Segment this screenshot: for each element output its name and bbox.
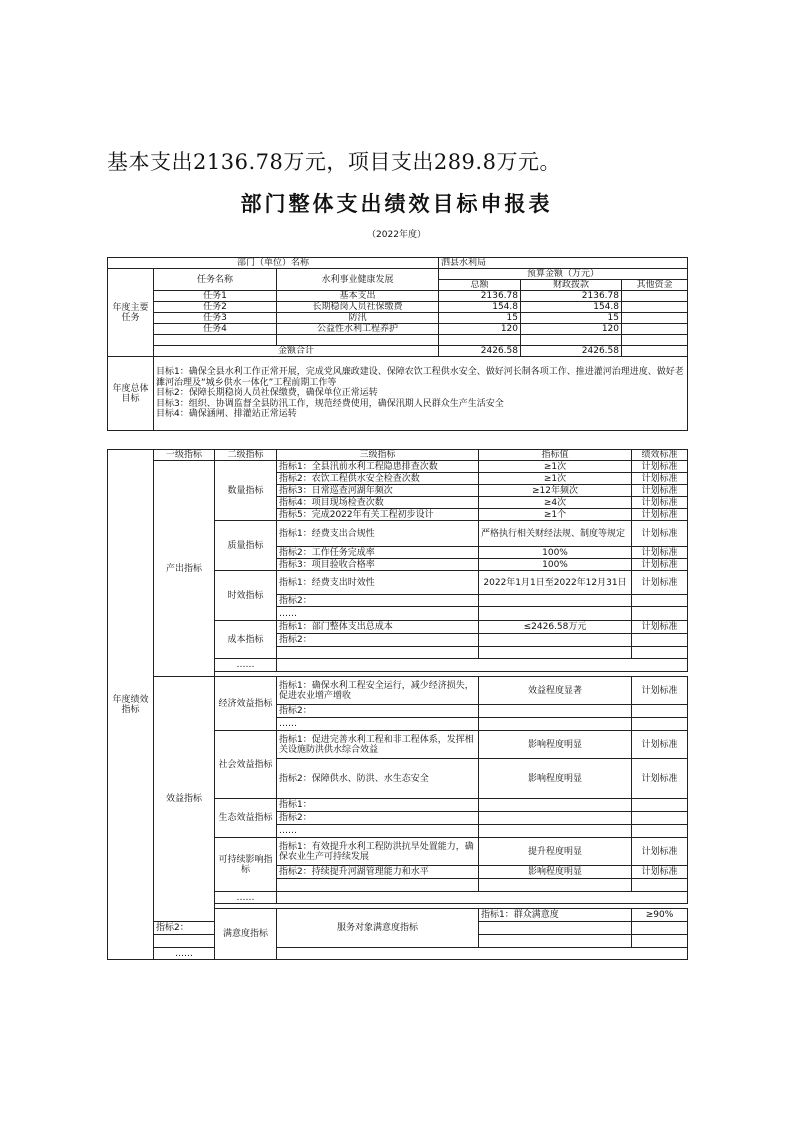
indicator-value xyxy=(479,705,632,718)
ecological-label: 生态效益指标 xyxy=(215,799,277,838)
task-row xyxy=(108,302,688,313)
indicator-value: 2022年1月1日至2022年12月31日 xyxy=(479,571,632,595)
sustainable-label: 可持续影响指标 xyxy=(215,838,277,892)
year-label: （2022年度） xyxy=(367,230,426,240)
indicator-value xyxy=(479,812,632,825)
indicator-name: 指标1：群众满意度 xyxy=(479,909,632,922)
quality-label: 质量指标 xyxy=(215,521,277,571)
indicator-standard xyxy=(632,825,688,838)
perf-table xyxy=(107,449,688,960)
service-more: …… xyxy=(154,948,215,960)
task-fiscal: 15 xyxy=(521,313,622,324)
indicator-value: ≥4次 xyxy=(479,497,632,509)
indicator-name: 指标1：经费支出合规性 xyxy=(277,521,479,547)
task-fiscal: 2136.78 xyxy=(521,291,622,302)
goal-line: 目标4：确保涵闸、排灌站正常运转 xyxy=(156,409,297,420)
sum-other xyxy=(622,346,688,357)
indicator-name: 指标1：部门整体支出总成本 xyxy=(277,621,479,634)
col-task-name: 任务名称 xyxy=(154,269,277,291)
col-task-content: 水利事业健康发展 xyxy=(277,269,439,291)
indicator-standard: 计划标准 xyxy=(632,547,688,559)
indicator-value xyxy=(479,825,632,838)
task-other xyxy=(622,324,688,335)
indicator-value: 效益程度显著 xyxy=(479,677,632,705)
indicator-standard: 计划标准 xyxy=(632,571,688,595)
indicator-value xyxy=(479,935,632,948)
indicator-standard xyxy=(632,718,688,731)
indicator-name: 指标1： xyxy=(277,799,479,812)
economic-label: 经济效益指标 xyxy=(215,677,277,731)
indicator-standard xyxy=(632,812,688,825)
dept-value: 泗县水利局 xyxy=(439,258,688,269)
indicator-standard xyxy=(632,935,688,948)
goals-row xyxy=(108,357,688,431)
indicator-value: 影响程度明显 xyxy=(479,866,632,879)
col-standard: 绩效标准 xyxy=(632,450,688,461)
indicator-value: ≥12年频次 xyxy=(479,485,632,497)
indicator-standard: 计划标准 xyxy=(632,509,688,521)
task-row xyxy=(108,324,688,335)
indicator-standard xyxy=(632,647,688,659)
indicator-name: 指标3：项目验收合格率 xyxy=(277,559,479,571)
quantity-label: 数量指标 xyxy=(215,461,277,521)
col-level1: 一级指标 xyxy=(154,450,215,461)
indicator-name: …… xyxy=(277,718,479,731)
indicator-name: 指标1：确保水利工程安全运行，减少经济损失，促进农业增产增收 xyxy=(277,677,479,705)
indicator-value: 100% xyxy=(479,547,632,559)
indicator-name: 指标5：完成2022年有关工程初步设计 xyxy=(277,509,479,521)
indicator-row xyxy=(108,461,688,473)
task-name: 任务1 xyxy=(154,291,277,302)
goal-line: 目标3：组织、协调监督全县防汛工作，规范经费使用，确保汛期人民群众生产生活安全 xyxy=(156,398,504,409)
indicator-standard xyxy=(632,879,688,892)
indicator-standard: 计划标准 xyxy=(632,677,688,705)
indicator-name: 指标2： xyxy=(154,922,215,935)
empty-cell xyxy=(277,948,688,960)
indicator-standard: 计划标准 xyxy=(632,485,688,497)
empty-cell xyxy=(277,659,688,672)
page-title: 部门整体支出绩效目标申报表 xyxy=(240,191,553,216)
indicator-name: 指标2：工作任务完成率 xyxy=(277,547,479,559)
indicator-name: 指标3：日常巡查河湖年频次 xyxy=(277,485,479,497)
task-name: 任务3 xyxy=(154,313,277,324)
indicator-name: 指标2：保障供水、防洪、水生态安全 xyxy=(277,759,479,799)
indicator-name: 指标1：有效提升水利工程防洪抗旱处置能力，确保农业生产可持续发展 xyxy=(277,838,479,866)
goal-line: 目标2：保障长期稳岗人员社保缴费，确保单位正常运转 xyxy=(156,388,378,399)
indicator-value: ≤2426.58万元 xyxy=(479,621,632,634)
task-other xyxy=(622,313,688,324)
indicator-value: ≥1次 xyxy=(479,461,632,473)
empty-cell xyxy=(277,892,688,904)
indicator-value: 影响程度明显 xyxy=(479,731,632,759)
indicator-row xyxy=(108,677,688,705)
col-value: 指标值 xyxy=(479,450,632,461)
indicator-standard xyxy=(632,705,688,718)
indicator-standard: 计划标准 xyxy=(632,461,688,473)
indicator-standard: 计划标准 xyxy=(632,838,688,866)
indicator-value: ≥1个 xyxy=(479,509,632,521)
perf-section-label: 年度绩效指标 xyxy=(108,450,154,960)
sustainable-more: …… xyxy=(215,892,277,904)
col-total: 总额 xyxy=(439,280,521,291)
task-row xyxy=(108,335,688,346)
service-label: 服务对象满意度指标 xyxy=(277,909,479,948)
benefit-label: 效益指标 xyxy=(154,677,215,922)
task-content xyxy=(277,335,439,346)
indicator-standard xyxy=(632,595,688,607)
social-label: 社会效益指标 xyxy=(215,731,277,799)
task-other xyxy=(622,291,688,302)
output-label: 产出指标 xyxy=(154,461,215,677)
indicator-standard: 计划标准 xyxy=(632,473,688,485)
sum-fiscal: 2426.58 xyxy=(521,346,622,357)
indicator-standard xyxy=(632,799,688,812)
col-level3: 三级指标 xyxy=(277,450,479,461)
indicator-name xyxy=(277,879,479,892)
indicator-standard xyxy=(632,922,688,935)
dept-row xyxy=(108,258,688,269)
indicator-value xyxy=(479,799,632,812)
indicator-name: 指标1：经费支出时效性 xyxy=(277,571,479,595)
task-row xyxy=(108,291,688,302)
indicator-value xyxy=(479,595,632,607)
goal-line: 目标1：确保全县水利工作正常开展，完成党风廉政建设、保障农饮工程供水安全、做好河长制各项工作、推进灌河治理进度、做好老濉河治理及“城乡供水一体化”工程前期工作等 xyxy=(156,367,684,388)
indicator-name: …… xyxy=(277,607,479,621)
indicator-standard xyxy=(632,607,688,621)
task-name: 任务4 xyxy=(154,324,277,335)
indicator-value: 提升程度明显 xyxy=(479,838,632,866)
indicator-value: 100% xyxy=(479,559,632,571)
indicator-standard xyxy=(632,634,688,647)
task-row xyxy=(108,313,688,324)
indicator-value xyxy=(479,922,632,935)
indicator-standard: 计划标准 xyxy=(632,521,688,547)
task-fiscal xyxy=(521,335,622,346)
task-fiscal: 154.8 xyxy=(521,302,622,313)
task-total: 120 xyxy=(439,324,521,335)
task-total: 2136.78 xyxy=(439,291,521,302)
task-name xyxy=(154,335,277,346)
cost-more: …… xyxy=(215,659,277,672)
indicator-name xyxy=(154,935,215,948)
indicator-standard: 计划标准 xyxy=(632,621,688,634)
task-name: 任务2 xyxy=(154,302,277,313)
subgroup-more-row xyxy=(108,948,688,960)
task-content: 基本支出 xyxy=(277,291,439,302)
goals-section-label: 年度总体目标 xyxy=(108,357,154,431)
indicator-standard: 计划标准 xyxy=(632,866,688,879)
indicator-value: ≥1次 xyxy=(479,473,632,485)
goals-cell xyxy=(154,357,688,431)
indicator-standard: 计划标准 xyxy=(632,497,688,509)
indicator-standard: 计划标准 xyxy=(632,759,688,799)
indicator-value xyxy=(479,879,632,892)
indicator-value xyxy=(479,607,632,621)
indicator-name: 指标1：促进完善水利工程和非工程体系，发挥相关设施防洪供水综合效益 xyxy=(277,731,479,759)
indicator-name: 指标2：持续提升河湖管理能力和水平 xyxy=(277,866,479,879)
cost-label: 成本指标 xyxy=(215,621,277,659)
indicator-name: 指标2：农饮工程供水安全检查次数 xyxy=(277,473,479,485)
indicator-value: ≥90% xyxy=(632,909,688,922)
col-budget: 预算金额（万元） xyxy=(439,269,688,280)
task-sum-row xyxy=(108,346,688,357)
indicator-name: 指标1：全县汛前水利工程隐患排查次数 xyxy=(277,461,479,473)
perf-header-row xyxy=(108,450,688,461)
task-fiscal: 120 xyxy=(521,324,622,335)
indicator-value xyxy=(479,634,632,647)
sum-label: 金额合计 xyxy=(154,346,439,357)
task-content: 防汛 xyxy=(277,313,439,324)
indicator-name: …… xyxy=(277,825,479,838)
intro-text: 基本支出2136.78万元，项目支出289.8万元。 xyxy=(107,150,561,174)
task-other xyxy=(622,302,688,313)
task-content: 长期稳岗人员社保缴费 xyxy=(277,302,439,313)
task-total: 15 xyxy=(439,313,521,324)
indicator-name: 指标2： xyxy=(277,634,479,647)
sum-total: 2426.58 xyxy=(439,346,521,357)
dept-label: 部门（单位）名称 xyxy=(108,258,439,269)
task-total xyxy=(439,335,521,346)
indicator-value: 严格执行相关财经法规、制度等规定 xyxy=(479,521,632,547)
satisfaction-label: 满意度指标 xyxy=(215,909,277,960)
indicator-value: 影响程度明显 xyxy=(479,759,632,799)
indicator-name xyxy=(277,647,479,659)
tasks-section-label: 年度主要任务 xyxy=(108,269,154,357)
col-level2: 二级指标 xyxy=(215,450,277,461)
indicator-value xyxy=(479,718,632,731)
indicator-name: 指标2： xyxy=(277,705,479,718)
col-fiscal: 财政拨款 xyxy=(521,280,622,291)
indicator-standard: 计划标准 xyxy=(632,731,688,759)
indicator-standard: 计划标准 xyxy=(632,559,688,571)
timeliness-label: 时效指标 xyxy=(215,571,277,621)
indicator-value xyxy=(479,647,632,659)
col-other: 其他资金 xyxy=(622,280,688,291)
indicator-name: 指标4：项目现场检查次数 xyxy=(277,497,479,509)
indicator-name: 指标2： xyxy=(277,595,479,607)
tasks-table xyxy=(107,257,688,431)
indicator-name: 指标2： xyxy=(277,812,479,825)
task-total: 154.8 xyxy=(439,302,521,313)
task-content: 公益性水利工程养护 xyxy=(277,324,439,335)
task-other xyxy=(622,335,688,346)
